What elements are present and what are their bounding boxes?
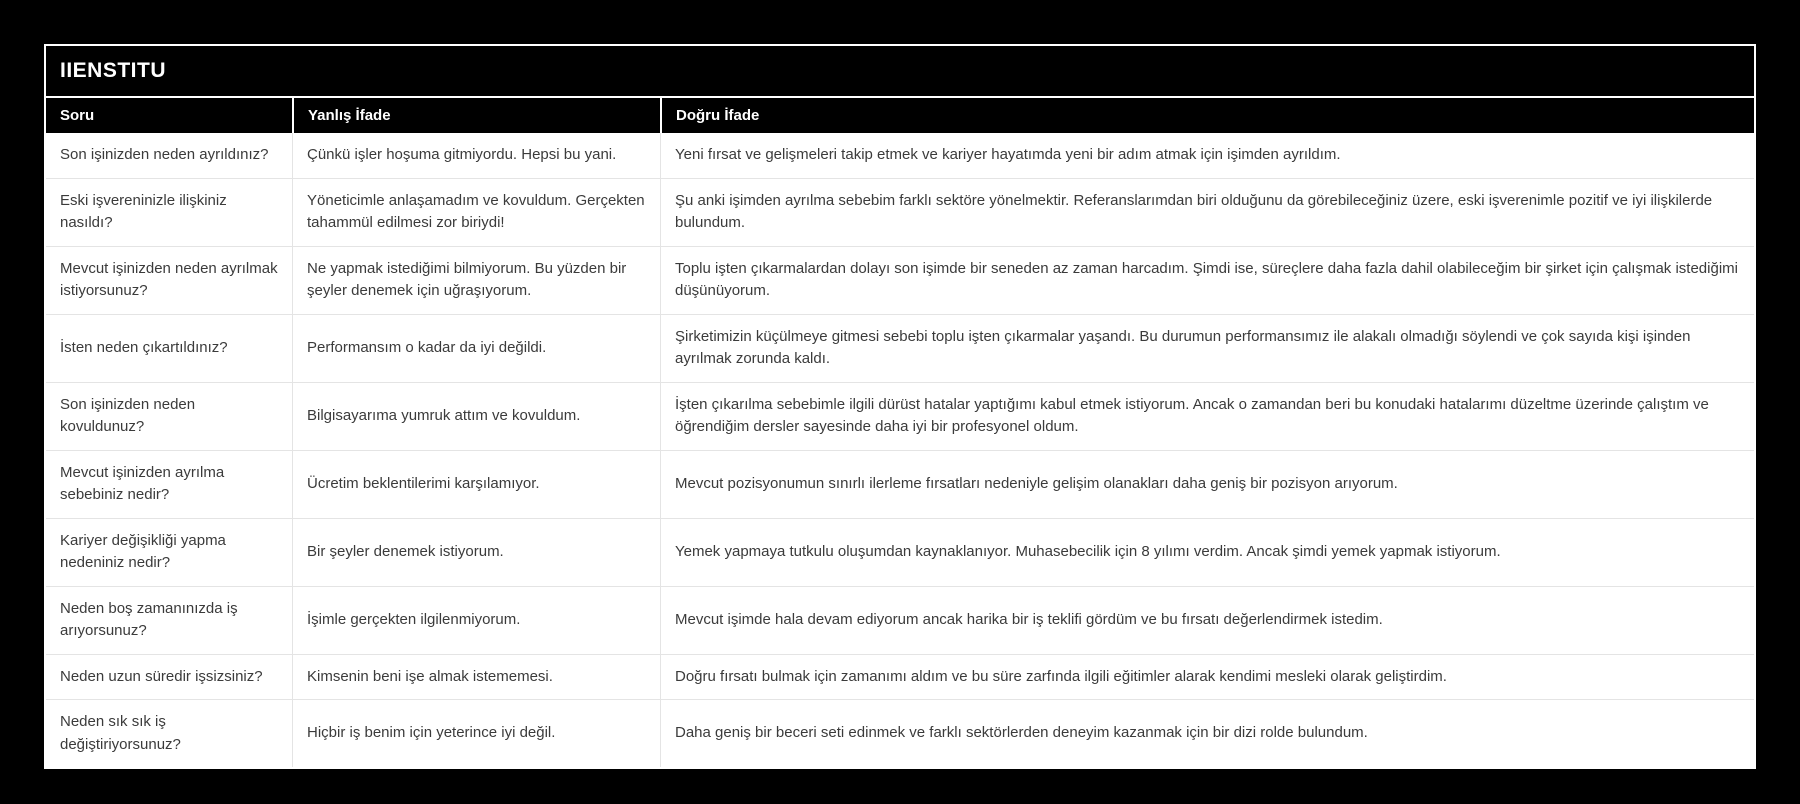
cell-soru: [46, 247, 292, 314]
table-row: [46, 382, 1754, 450]
cell-dogru-ifade: [660, 179, 1754, 246]
table-row: [46, 654, 1754, 700]
cell-yanlis-ifade-text: İşimle gerçekten ilgilenmiyorum.: [307, 610, 521, 628]
cell-yanlis-ifade-text: Çünkü işler hoşuma gitmiyordu. Hepsi bu yani.: [307, 146, 617, 163]
cell-dogru-ifade-text: Şu anki işimden ayrılma sebebim farklı sektöre yönelmektir. Referanslarımdan biri olduğunu da görebileceğiniz üzere, eski işverenimle pozitif ve iyi ilişkilerde bulundum.: [675, 191, 1713, 231]
cell-dogru-ifade-text: Şirketimizin küçülmeye gitmesi sebebi toplu işten çıkarmalar yaşandı. Bu durumun performansımız ile alakalı olmadığı söylendi ve çok sayıda kişi işinden ayrılmak zorunda kaldı.: [675, 327, 1691, 367]
cell-dogru-ifade: [660, 133, 1754, 178]
cell-yanlis-ifade: [292, 179, 660, 246]
cell-dogru-ifade: [660, 451, 1754, 518]
table-body: [46, 133, 1754, 767]
cell-dogru-ifade: [660, 519, 1754, 586]
cell-dogru-ifade-text: Daha geniş bir beceri seti edinmek ve farklı sektörlerden deneyim kazanmak için bir dizi rolde bulundum.: [675, 724, 1368, 742]
cell-yanlis-ifade-text: Ücretim beklentilerimi karşılamıyor.: [307, 474, 540, 492]
cell-soru: [46, 451, 292, 518]
cell-soru-text: Mevcut işinizden ayrılma sebebiniz nedir?: [60, 463, 225, 503]
cell-soru: [46, 383, 292, 450]
cell-soru-text: Son işinizden neden kovuldunuz?: [60, 395, 196, 435]
cell-soru-text: Son işinizden neden ayrıldınız?: [60, 146, 269, 163]
cell-soru-text: Eski işvereninizle ilişkiniz nasıldı?: [60, 191, 227, 231]
table-row: [46, 178, 1754, 246]
column-header-yanlis-ifade: Yanlış İfade: [292, 98, 660, 133]
table-row: [46, 314, 1754, 382]
cell-yanlis-ifade-text: Bilgisayarıma yumruk attım ve kovuldum.: [307, 406, 581, 424]
cell-dogru-ifade-text: İşten çıkarılma sebebimle ilgili dürüst hatalar yaptığımı kabul etmek istiyorum. Ancak o zamandan beri bu konudaki hatalarımı düzeltme üzerinde çalıştım ve öğrendiğim dersler sayesinde daha iyi bir profesyonel oldum.: [675, 395, 1709, 435]
cell-dogru-ifade: [660, 383, 1754, 450]
qa-table: [44, 44, 1756, 769]
cell-dogru-ifade-text: Yemek yapmaya tutkulu oluşumdan kaynaklanıyor. Muhasebecilik için 8 yılımı verdim. Ancak şimdi yemek yapmak istiyorum.: [675, 542, 1501, 560]
cell-yanlis-ifade: [292, 700, 660, 767]
cell-soru: [46, 133, 292, 178]
cell-yanlis-ifade-text: Yöneticimle anlaşamadım ve kovuldum. Gerçekten tahammül edilmesi zor biriydi!: [307, 191, 645, 231]
table-row: [46, 133, 1754, 178]
cell-yanlis-ifade: [292, 133, 660, 178]
column-header-soru: Soru: [60, 107, 95, 124]
cell-dogru-ifade: [660, 315, 1754, 382]
cell-yanlis-ifade-text: Kimsenin beni işe almak istememesi.: [307, 667, 553, 685]
cell-yanlis-ifade-text: Hiçbir iş benim için yeterince iyi değil.: [307, 724, 556, 742]
cell-dogru-ifade-text: Mevcut işimde hala devam ediyorum ancak harika bir iş teklifi gördüm ve bu fırsatı değerlendirmek istedim.: [675, 610, 1383, 628]
cell-yanlis-ifade: [292, 519, 660, 586]
cell-soru-text: Neden boş zamanınızda iş arıyorsunuz?: [60, 599, 238, 639]
cell-soru: [46, 655, 292, 700]
cell-soru: [46, 700, 292, 767]
cell-soru-text: Kariyer değişikliği yapma nedeniniz nedir?: [60, 531, 226, 571]
cell-dogru-ifade: [660, 587, 1754, 654]
cell-yanlis-ifade: [292, 315, 660, 382]
table-row: [46, 586, 1754, 654]
table-row: [46, 518, 1754, 586]
column-header-dogru-ifade: Doğru İfade: [660, 98, 1754, 133]
cell-yanlis-ifade: [292, 247, 660, 314]
cell-soru: [46, 315, 292, 382]
cell-yanlis-ifade: [292, 655, 660, 700]
cell-yanlis-ifade: [292, 587, 660, 654]
cell-soru-text: İsten neden çıkartıldınız?: [60, 338, 228, 356]
cell-dogru-ifade: [660, 700, 1754, 767]
cell-dogru-ifade-text: Doğru fırsatı bulmak için zamanımı aldım ve bu süre zarfında ilgili eğitimler alarak kendimi mesleki olarak geliştirdim.: [675, 667, 1447, 685]
cell-soru: [46, 179, 292, 246]
cell-yanlis-ifade: [292, 383, 660, 450]
cell-soru-text: Neden uzun süredir işsizsiniz?: [60, 667, 263, 685]
cell-yanlis-ifade-text: Performansım o kadar da iyi değildi.: [307, 338, 547, 356]
cell-dogru-ifade-text: Mevcut pozisyonumun sınırlı ilerleme fırsatları nedeniyle gelişim olanakları daha geniş bir pozisyon arıyorum.: [675, 474, 1398, 492]
cell-dogru-ifade-text: Yeni fırsat ve gelişmeleri takip etmek ve kariyer hayatımda yeni bir adım atmak için işimden ayrıldım.: [675, 146, 1341, 163]
cell-yanlis-ifade-text: Ne yapmak istediğimi bilmiyorum. Bu yüzden bir şeyler denemek için uğraşıyorum.: [307, 259, 627, 299]
table-title: IIENSTITU: [46, 46, 1754, 98]
cell-yanlis-ifade-text: Bir şeyler denemek istiyorum.: [307, 542, 504, 560]
table-row: [46, 450, 1754, 518]
cell-soru: [46, 519, 292, 586]
cell-soru-text: Mevcut işinizden neden ayrılmak istiyorsunuz?: [60, 259, 278, 299]
cell-dogru-ifade: [660, 247, 1754, 314]
cell-dogru-ifade-text: Toplu işten çıkarmalardan dolayı son işimde bir seneden az zaman harcadım. Şimdi ise, süreçlere daha fazla dahil olabileceğim bir şirket için çalışmak istediğimi düşünüyorum.: [675, 259, 1738, 299]
cell-yanlis-ifade: [292, 451, 660, 518]
cell-soru-text: Neden sık sık iş değiştiriyorsunuz?: [60, 713, 181, 753]
cell-dogru-ifade: [660, 655, 1754, 700]
table-row: [46, 246, 1754, 314]
table-header-row: [46, 98, 1754, 133]
table-row: [46, 699, 1754, 767]
cell-soru: [46, 587, 292, 654]
